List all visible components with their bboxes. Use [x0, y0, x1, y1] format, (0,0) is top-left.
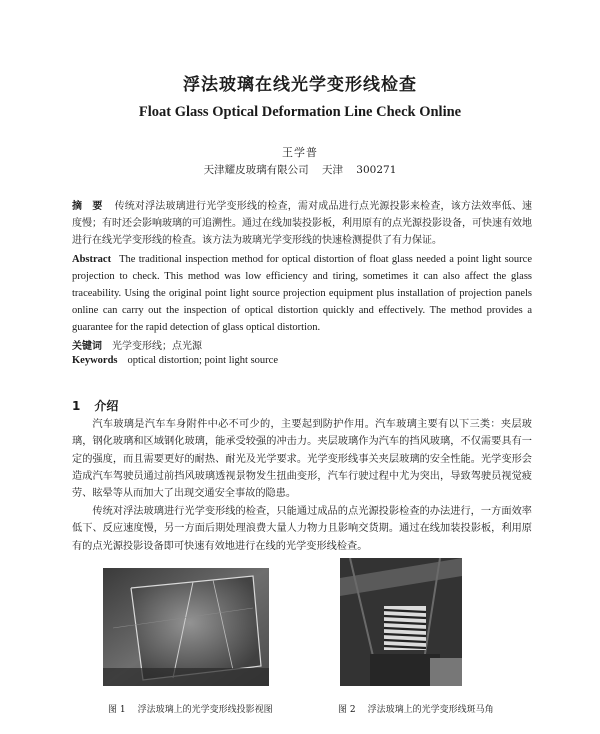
figure-1-photo [103, 568, 269, 686]
keywords-english-text: optical distortion; point light source [127, 355, 278, 366]
abstract-english-text: The traditional inspection method for optical distortion of float glass needed a point light source projection to check. This method was low efficiency and tiring, sometimes it can also affect the glass traceability. Using the original point light source projection equipment plus installation of projection panels online can carry out the inspection of optical distortion quickly and effectively. The method provides a guarantee for the rapid detection of glass optical distortion. [72, 254, 532, 333]
author-name: 王学普 [282, 146, 318, 159]
abstract-english [72, 251, 532, 336]
figure-2-illustration [340, 558, 462, 686]
abstract-chinese-label: 摘 要 [72, 201, 103, 212]
figure-1-number: 图 1 [108, 705, 126, 715]
affiliation-city: 天津 [321, 164, 343, 176]
keywords-chinese [72, 337, 202, 352]
affiliation-postcode: 300271 [356, 164, 397, 176]
affiliation-org: 天津耀皮玻璃有限公司 [203, 164, 309, 176]
figure-1-caption [108, 702, 273, 715]
figure-2-caption-text: 浮法玻璃上的光学变形线斑马角 [367, 705, 494, 715]
body-paragraph: 传统对浮法玻璃进行光学变形线的检查，只能通过成品的点光源投影检查的办法进行，一方面效率低下、反应速度慢，另一方面后期处理浪费大量人力物力且影响交货期。通过在线加装投影板，利用原有的点光源投影设备即可快速有效地进行在线的光学变形线检查。 [72, 506, 532, 552]
abstract-english-label: Abstract [72, 254, 112, 265]
section-title: 介绍 [94, 399, 119, 413]
section-number: 1 [72, 399, 81, 413]
abstract-chinese [72, 198, 532, 249]
affiliation [0, 162, 600, 177]
title-english: Float Glass Optical Deformation Line Check Online [138, 104, 462, 120]
figure-2-caption [338, 702, 494, 715]
figure-1-illustration [103, 568, 269, 686]
keywords-chinese-text: 光学变形线；点光源 [112, 341, 202, 352]
body-paragraph: 汽车玻璃是汽车车身附件中必不可少的，主要起到防护作用。汽车玻璃主要有以下三类：夹层玻璃，钢化玻璃和区域钢化玻璃，能承受较强的冲击力。夹层玻璃作为汽车的挡风玻璃，不仅需要具有一定的强度，而且需要更好的耐热、耐光及光学要求。光学变形线事关夹层玻璃的安全性能。光学变形会造成汽车驾驶员通过前挡风玻璃透视景物发生扭曲变形，汽车行驶过程中尤为突出，导致驾驶员视觉疲劳、眩晕等从而加大了出现交通安全事故的隐患。 [72, 419, 532, 500]
keywords-english-label: Keywords [72, 355, 118, 366]
figure-2-photo [340, 558, 462, 686]
section-heading [72, 397, 118, 414]
title-chinese: 浮法玻璃在线光学变形线检查 [183, 75, 417, 95]
abstract-chinese-text: 传统对浮法玻璃进行光学变形线的检查，需对成品进行点光源投影来检查，该方法效率低、速度慢；有时还会影响玻璃的可追溯性。通过在线加装投影板，利用原有的点光源投影设备，可快速有效地进行在线光学变形线的检查。该方法为玻璃光学变形线的快速检测提供了有力保证。 [72, 201, 533, 246]
figure-1-caption-text: 浮法玻璃上的光学变形线投影视图 [137, 705, 273, 715]
figure-2-number: 图 2 [338, 705, 356, 715]
keywords-english [72, 355, 278, 366]
keywords-chinese-label: 关键词 [72, 341, 102, 352]
